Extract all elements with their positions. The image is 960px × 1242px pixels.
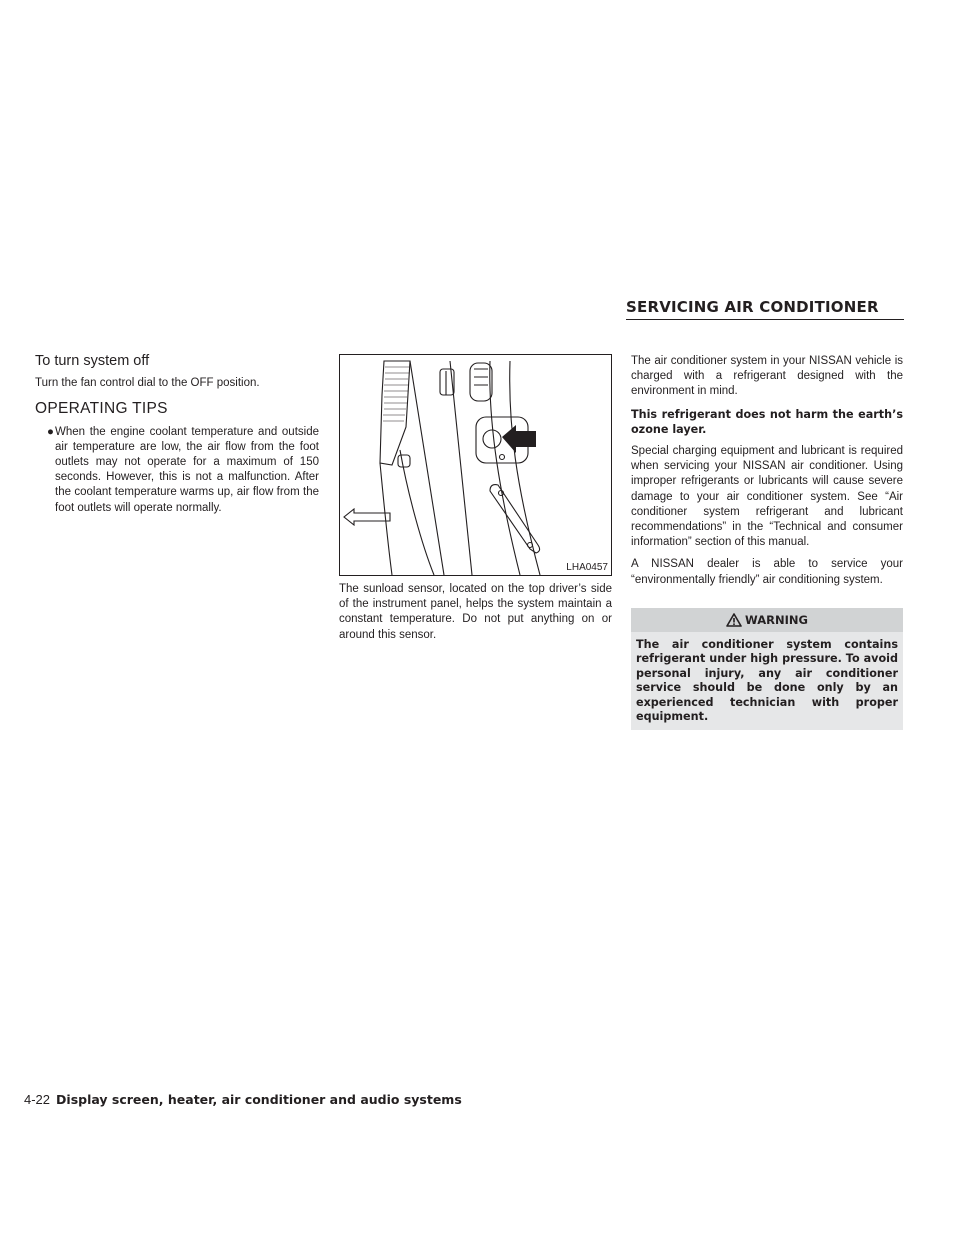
tip-text: When the engine coolant temperature and outside air temperature are low, the air flow from the foot outlets may not operate for a maximum of 150 seconds. However, this is not a malfunction. After the coolant temperature warms up, air flow from the foot outlets will operate normally. <box>55 425 319 514</box>
middle-column <box>339 582 612 650</box>
pointer-arrow-icon <box>502 425 536 453</box>
para-sunload: The sunload sensor, located on the top driver’s side of the instrument panel, helps the system maintain a constant temperature. Do not put anything on or around this sensor. <box>339 583 612 641</box>
warning-box <box>631 608 903 730</box>
right-column <box>631 354 903 595</box>
sunload-sensor-figure <box>339 354 612 576</box>
tip-item <box>35 425 319 516</box>
section-rule <box>626 319 904 320</box>
heading-turn-off: To turn system off <box>35 353 150 369</box>
para-turn-off: Turn the fan control dial to the OFF position. <box>35 377 260 390</box>
heading-operating-tips: OPERATING TIPS <box>35 400 168 418</box>
chapter-title: Display screen, heater, air conditioner and audio systems <box>56 1092 462 1107</box>
page-footer <box>24 1092 462 1107</box>
figure-label: LHA0457 <box>566 562 608 573</box>
para-refrigerant-intro: The air conditioner system in your NISSAN vehicle is charged with a refrigerant designed with the environment in mind. <box>631 355 903 398</box>
warning-title: WARNING <box>745 613 808 627</box>
warning-triangle-icon <box>726 613 742 627</box>
page-number: 4-22 <box>24 1092 51 1107</box>
warning-header <box>631 608 903 632</box>
para-dealer: A NISSAN dealer is able to service your “environmentally friendly” air conditioning system. <box>631 558 903 586</box>
warning-text: The air conditioner system contains refrigerant under high pressure. To avoid personal injury, any air conditioner service should be done only by an experienced technician with proper equipment. <box>636 638 898 724</box>
left-column <box>35 354 319 516</box>
section-title: SERVICING AIR CONDITIONER <box>626 298 879 316</box>
bullet-icon: ● <box>47 425 54 438</box>
dashboard-illustration <box>340 355 611 575</box>
para-service-equipment: Special charging equipment and lubricant is required when servicing your NISSAN air conditioner. Using improper refrigerants or lubricants will cause severe damage to your air conditioner system. See “Air conditioner system refrigerant and lubricant recommendations” in the “Technical and consumer information” section of this manual. <box>631 445 903 549</box>
para-ozone: This refrigerant does not harm the earth’s ozone layer. <box>631 407 903 436</box>
